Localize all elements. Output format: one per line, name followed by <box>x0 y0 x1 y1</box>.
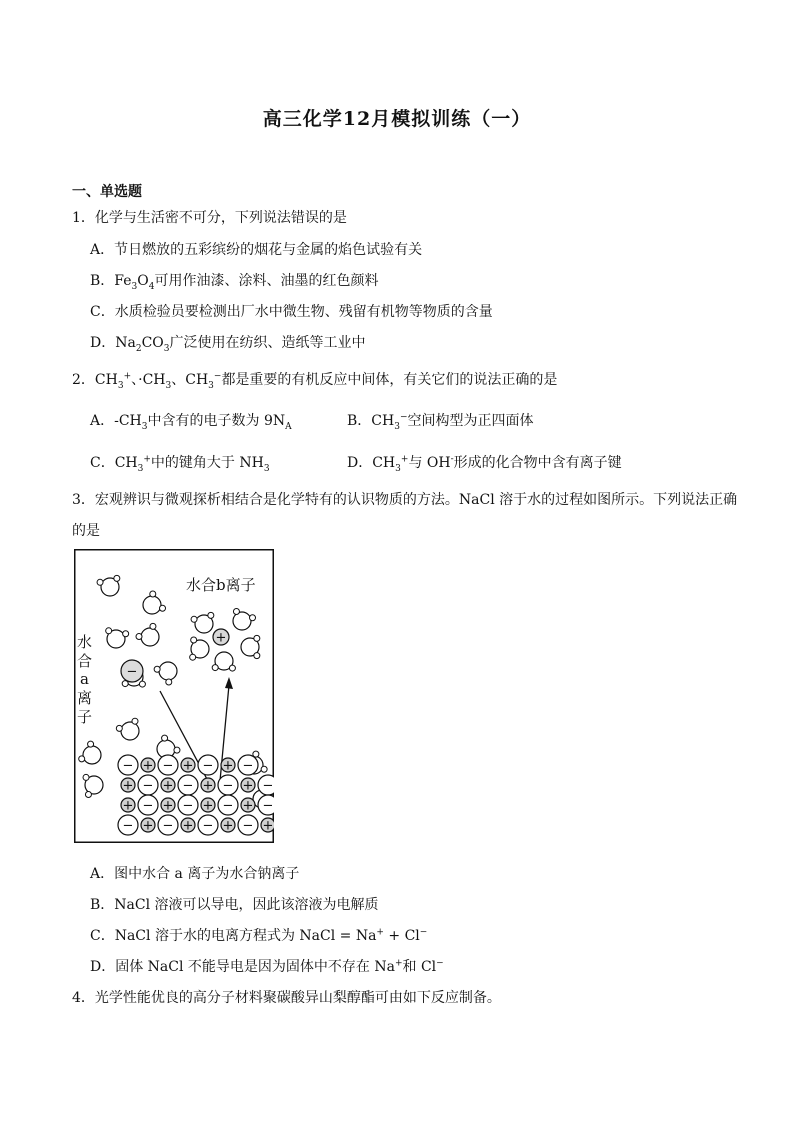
svg-text:+: + <box>262 818 274 834</box>
svg-text:+: + <box>122 798 134 814</box>
q3-option-b: B．NaCl 溶液可以导电，因此该溶液为电解质 <box>90 897 379 913</box>
sodium-ion <box>201 798 215 814</box>
question-3-stem-line1: 3．宏观辨识与微观探析相结合是化学特有的认识物质的方法。NaCl 溶于水的过程如图所示。下列说法正确 <box>72 492 738 508</box>
q3-option-d: D．固体 NaCl 不能导电是因为固体中不存在 Na+和 Cl− <box>90 958 444 975</box>
sodium-ion <box>121 778 135 794</box>
svg-text:−: − <box>222 778 234 794</box>
svg-text:+: + <box>162 798 174 814</box>
q1-option-c: C．水质检验员要检测出厂水中微生物、残留有机物等物质的含量 <box>90 304 493 320</box>
chloride-ion <box>198 815 218 835</box>
question-1-stem: 1．化学与生活密不可分，下列说法错误的是 <box>72 210 347 226</box>
svg-text:+: + <box>242 798 254 814</box>
svg-text:−: − <box>162 818 174 834</box>
sodium-ion <box>181 758 195 774</box>
chloride-ion <box>121 660 143 682</box>
svg-text:+: + <box>242 778 254 794</box>
q2-option-c: C．$CH_3^+$中的键角大于 $NH_3$ <box>90 454 270 474</box>
sodium-ion <box>141 818 155 834</box>
chloride-ion <box>158 815 178 835</box>
sodium-ion <box>161 798 175 814</box>
svg-text:−: − <box>242 758 254 774</box>
sodium-ion <box>121 798 135 814</box>
svg-text:+: + <box>215 630 227 646</box>
chloride-ion <box>198 755 218 775</box>
svg-text:−: − <box>242 818 254 834</box>
chloride-ion <box>238 755 258 775</box>
svg-text:+: + <box>162 778 174 794</box>
svg-text:−: − <box>262 798 274 814</box>
nacl-dissolution-diagram <box>74 549 274 843</box>
svg-text:−: − <box>122 818 134 834</box>
page-title: 高三化学12月模拟训练（一） <box>262 108 532 130</box>
svg-text:−: − <box>142 778 154 794</box>
chloride-ion <box>138 795 158 815</box>
chloride-ion <box>258 795 274 815</box>
svg-text:−: − <box>142 798 154 814</box>
q3-option-a: A．图中水合 a 离子为水合钠离子 <box>90 866 300 882</box>
chloride-ion <box>178 795 198 815</box>
chloride-ion <box>138 775 158 795</box>
q3-option-c: C．NaCl 溶于水的电离方程式为 NaCl = Na+ + Cl− <box>90 927 428 944</box>
svg-text:a: a <box>80 670 89 688</box>
svg-text:−: − <box>202 818 214 834</box>
svg-text:+: + <box>202 778 214 794</box>
svg-text:离: 离 <box>77 689 93 707</box>
svg-text:−: − <box>122 758 134 774</box>
svg-text:合: 合 <box>77 652 93 670</box>
chloride-ion <box>218 795 238 815</box>
q2-option-b: B．$CH_3^-$空间构型为正四面体 <box>347 412 534 432</box>
sodium-ion <box>241 778 255 794</box>
chloride-ion <box>238 815 258 835</box>
svg-text:+: + <box>222 818 234 834</box>
chloride-ion <box>178 775 198 795</box>
sodium-ion <box>241 798 255 814</box>
hydrated-b-ion-label: 水合b离子 <box>186 576 256 594</box>
chloride-ion <box>118 815 138 835</box>
svg-text:−: − <box>126 664 138 680</box>
sodium-ion <box>261 818 274 834</box>
section-heading: 一、单选题 <box>72 184 142 200</box>
sodium-ion <box>221 818 235 834</box>
question-2-stem: 2．$CH_3^+$、$\cdot CH_3$、$CH_3^-$都是重要的有机反应中间体，有关它们的说法正确的是 <box>72 371 558 391</box>
svg-text:水: 水 <box>77 633 93 651</box>
sodium-ion <box>201 778 215 794</box>
svg-text:+: + <box>202 798 214 814</box>
chloride-ion <box>218 775 238 795</box>
question-3-stem-line2: 的是 <box>72 523 100 539</box>
svg-text:−: − <box>162 758 174 774</box>
sodium-ion <box>161 778 175 794</box>
q1-option-b: B．$Fe_3O_4$可用作油漆、涂料、油墨的红色颜料 <box>90 273 379 292</box>
sodium-ion <box>221 758 235 774</box>
svg-text:−: − <box>182 778 194 794</box>
q2-option-d: D．$CH_3^+$与 OH-形成的化合物中含有离子键 <box>347 454 622 474</box>
sodium-ion <box>213 629 229 646</box>
sodium-ion <box>141 758 155 774</box>
chloride-ion <box>158 755 178 775</box>
svg-text:+: + <box>222 758 234 774</box>
question-4-stem: 4．光学性能优良的高分子材料聚碳酸异山梨醇酯可由如下反应制备。 <box>72 990 501 1006</box>
q1-option-a: A．节日燃放的五彩缤纷的烟花与金属的焰色试验有关 <box>90 242 423 258</box>
svg-text:+: + <box>142 758 154 774</box>
svg-text:−: − <box>202 758 214 774</box>
svg-text:−: − <box>262 778 274 794</box>
svg-text:+: + <box>122 778 134 794</box>
sodium-ion <box>181 818 195 834</box>
svg-text:+: + <box>182 818 194 834</box>
q2-option-a: A．$-CH_3$中含有的电子数为 $9N_A$ <box>90 413 292 432</box>
svg-text:+: + <box>182 758 194 774</box>
chloride-ion <box>118 755 138 775</box>
q1-option-d: D．$Na_2CO_3$广泛使用在纺织、造纸等工业中 <box>90 335 366 354</box>
svg-text:−: − <box>182 798 194 814</box>
chloride-ion <box>258 775 274 795</box>
svg-text:−: − <box>222 798 234 814</box>
svg-text:子: 子 <box>77 708 93 726</box>
svg-text:+: + <box>142 818 154 834</box>
